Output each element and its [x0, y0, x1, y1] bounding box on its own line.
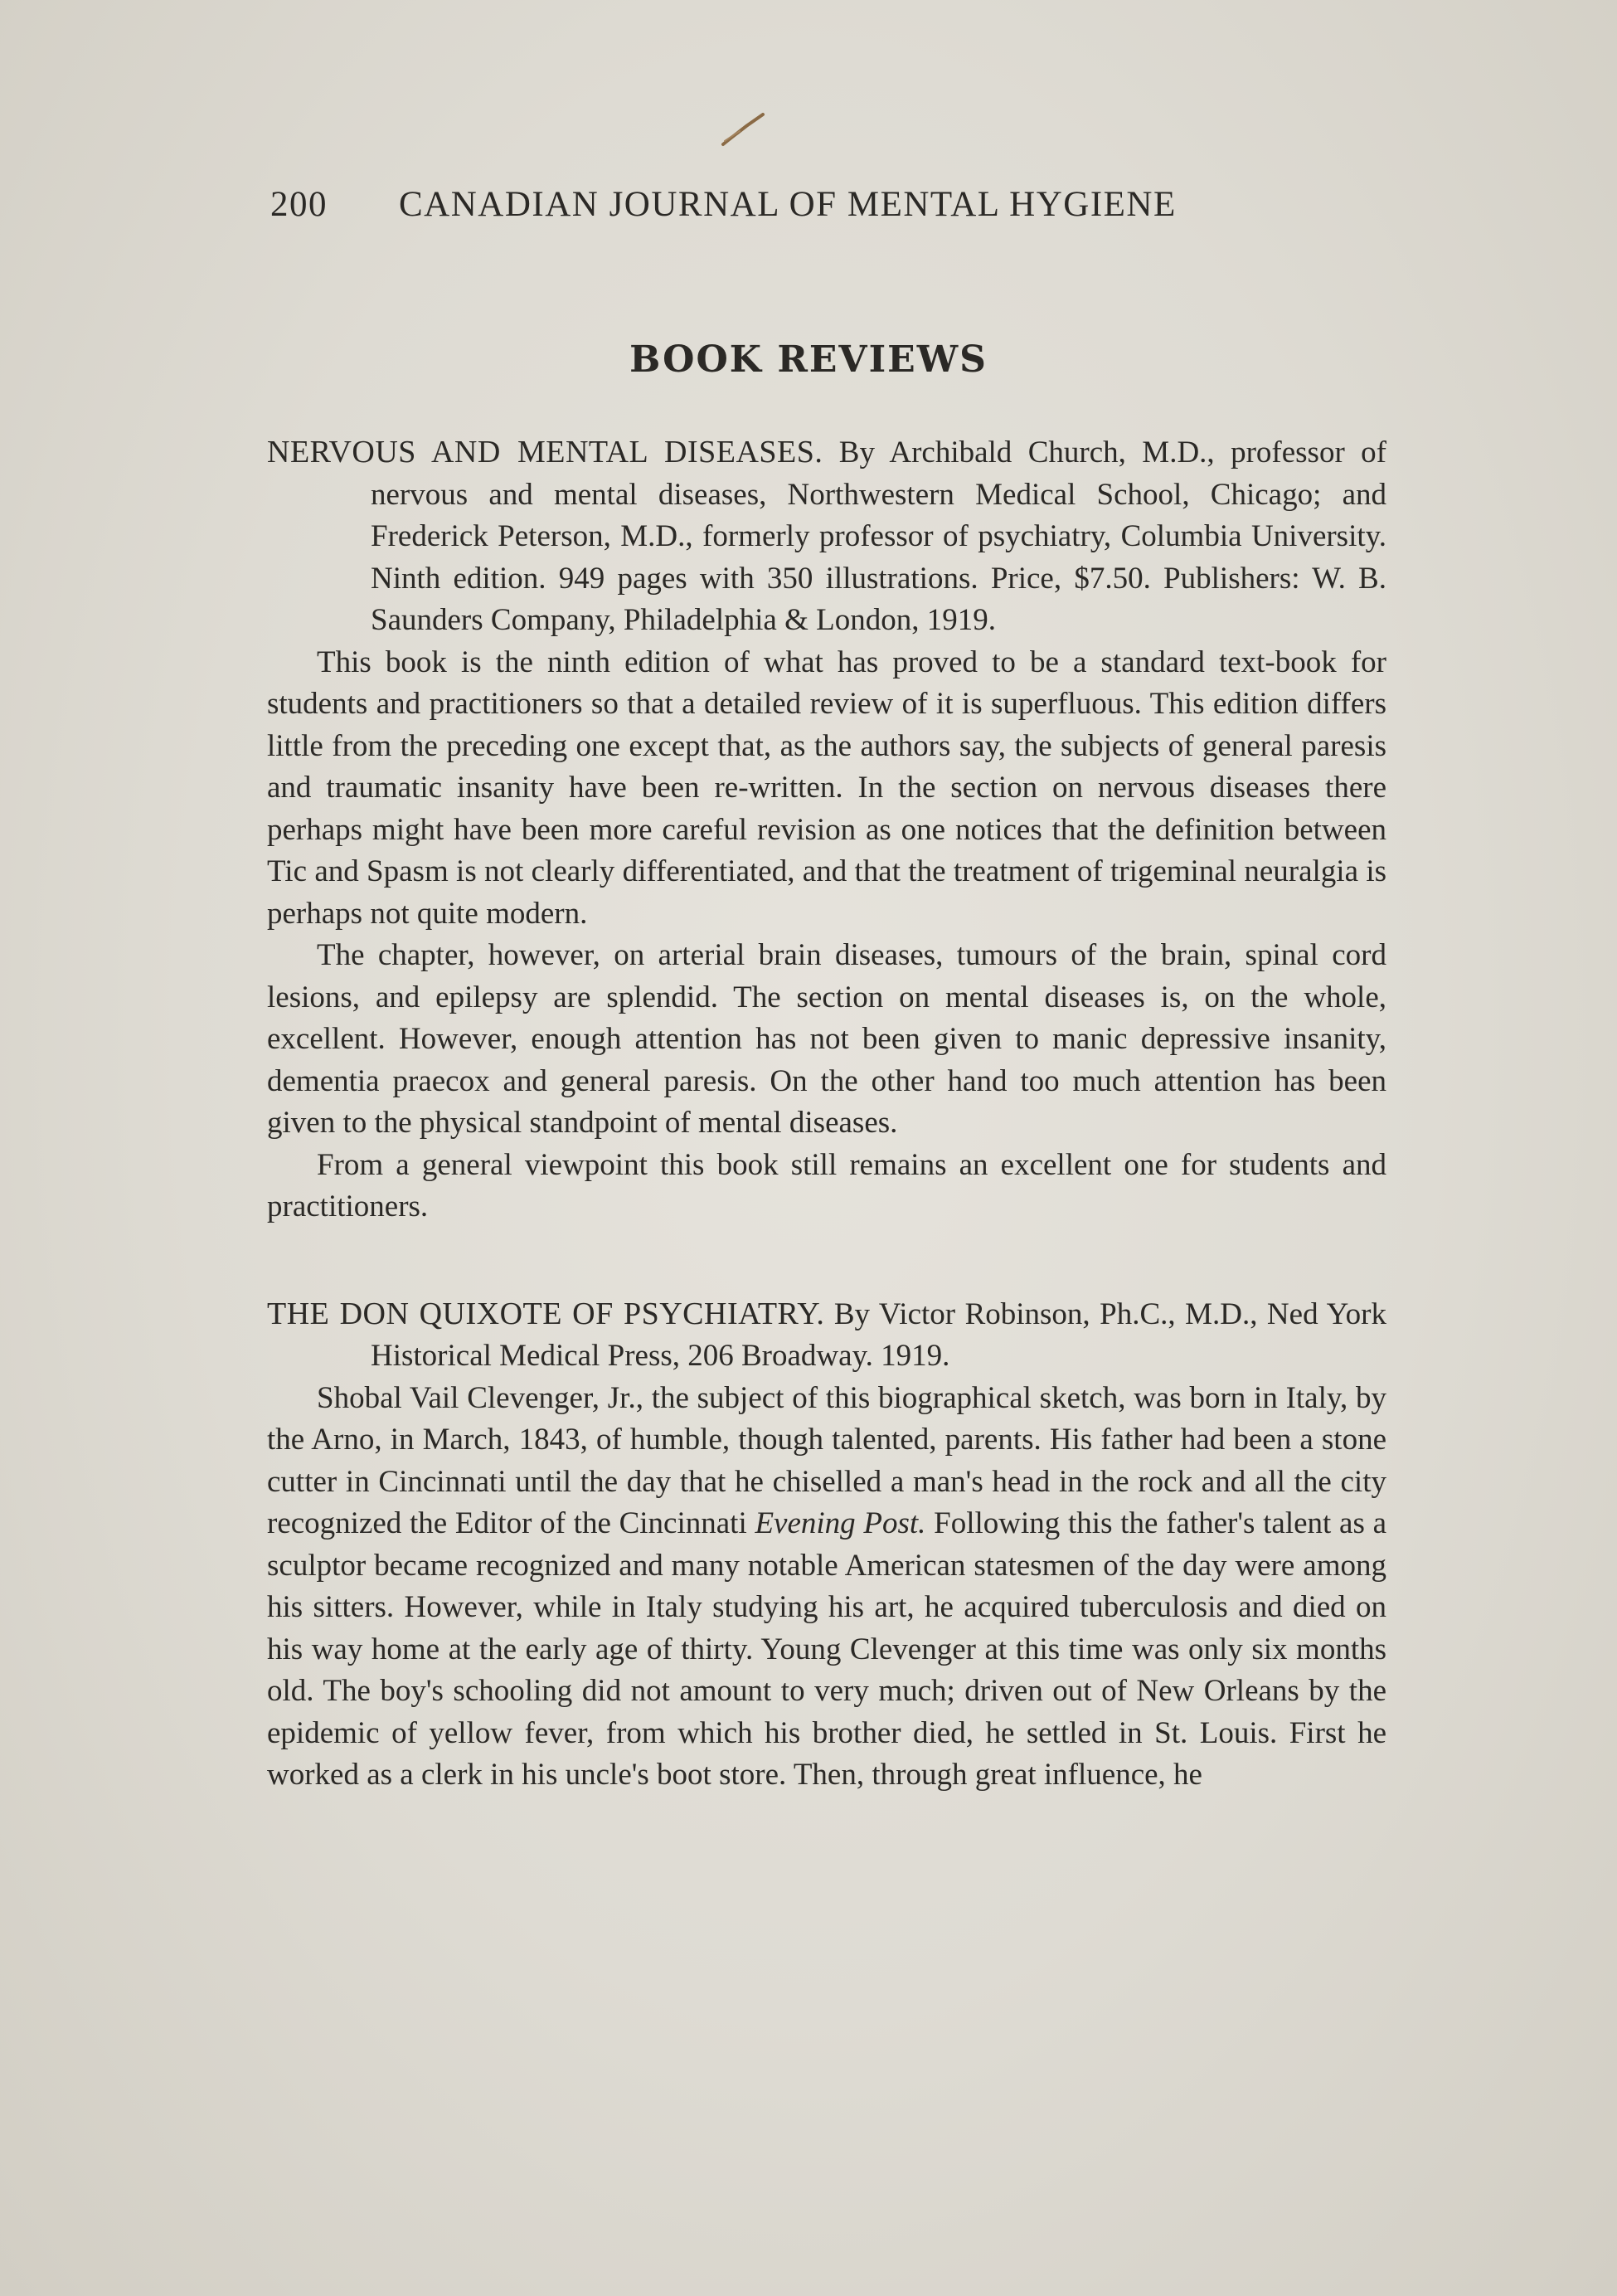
reviews-body: [267, 431, 1386, 1797]
review-heading: [267, 1293, 1386, 1378]
book-title: THE DON QUIXOTE OF PSYCHIATRY.: [267, 1296, 825, 1331]
review-heading: [267, 431, 1386, 642]
page-number: 200: [270, 185, 328, 224]
book-citation: By Victor Robinson, Ph.C., M.D., Ned York Historical Medical Press, 206 Broadway. 1919.: [371, 1296, 1386, 1373]
review-paragraph: This book is the ninth edition of what has proved to be a standard text-book for students and practitioners so that a detailed review of it is superfluous. This edition differs little from the preceding one except that, as the authors say, the subjects of general paresis and traumatic insanity have been re-written. In the section on nervous diseases there perhaps might have been more careful revision as one notices that the definition between Tic and Spasm is not clearly differentiated, and that the treatment of trigeminal neuralgia is perhaps not quite modern.: [267, 645, 1386, 931]
review-paragraph: From a general viewpoint this book still remains an excellent one for students and practitioners.: [267, 1147, 1386, 1223]
newspaper-title: Evening Post.: [755, 1506, 926, 1540]
running-head: [270, 184, 1431, 225]
paragraph-text: Following this the father's talent as a sculptor became recognized and many notable American statesmen of the day were among his sitters. However, while in Italy studying his art, he acquired tuberculosis and died on his way home at the early age of thirty. Young Clevenger at this time was only six months old. The boy's schooling did not amount to very much; driven out of New Orleans by the epidemic of yellow fever, from which his brother died, he settled in St. Louis. First he worked as a clerk in his uncle's boot store. Then, through great influence, he: [267, 1506, 1387, 1792]
book-title: NERVOUS AND MENTAL DISEASES.: [267, 435, 823, 469]
journal-title: CANADIAN JOURNAL OF MENTAL HYGIENE: [399, 185, 1177, 224]
review-nervous-and-mental-diseases: [267, 431, 1386, 1228]
book-citation: By Archibald Church, M.D., professor of nervous and mental diseases, Northwestern Medical School, Chicago; and Frederick Peterson, M.D., formerly professor of psychiatry, Columbia University. Ninth edition. 949 pages with 350 illustrations. Price, $7.50. Publishers: W. B. Saunders Company, Philadelphia & London, 1919.: [371, 435, 1387, 637]
review-spacer: [267, 1228, 1386, 1293]
review-paragraph: The chapter, however, on arterial brain diseases, tumours of the brain, spinal cord lesions, and epilepsy are splendid. The section on mental diseases is, on the whole, excellent. However, enough attention has not been given to manic depressive insanity, dementia praecox and general paresis. On the other hand too much attention has been given to the physical standpoint of mental diseases.: [267, 938, 1386, 1140]
section-title: BOOK REVIEWS: [629, 338, 988, 381]
pencil-mark: [720, 108, 770, 149]
paragraph-text: Shobal Vail Clevenger, Jr., the subject of this biographical sketch, was born in Italy, by the Arno, in March, 1843, of humble, though talented, parents. His father had been a stone cutter in Cincinnati until the day that he chiselled a man's head in the rock and all the city recognized the Editor of the Cincinnati: [267, 1380, 1386, 1540]
review-don-quixote-of-psychiatry: [267, 1293, 1386, 1797]
review-paragraph: [267, 1378, 1386, 1797]
